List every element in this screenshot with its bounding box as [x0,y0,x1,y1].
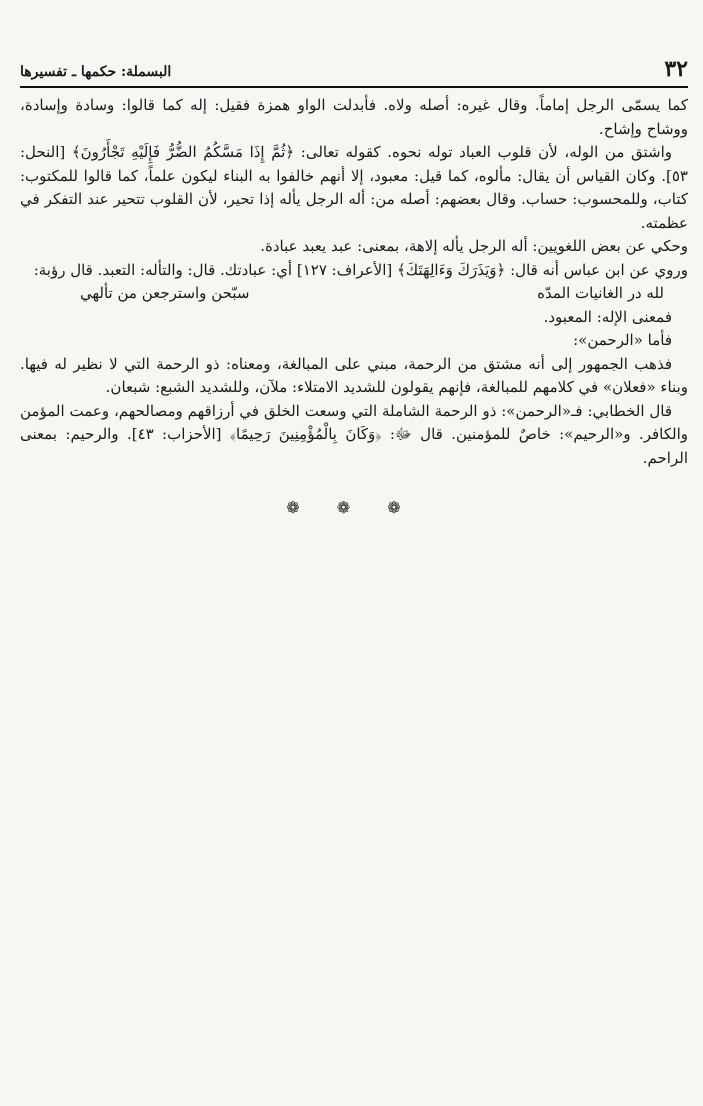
page-header [20,56,688,88]
verse-first-hemistich: لله در الغانيات المدّه [537,284,664,302]
paragraph: قال الخطابي: فـ«الرحمن»: ذو الرحمة الشاملة التي وسعت الخلق في أرزاقهم ومصالحهم، وعمت المؤمن والكافر. و«الرحيم»: خاصٌ للمؤمنين. قال ﷻ: ﴿وَكَانَ بِالْمُؤْمِنِينَ رَحِيمًا﴾ [الأحزاب: ٤٣]. والرحيم: بمعنى الراحم. [20,401,688,467]
poetry-verse [20,282,688,306]
paragraph: وروي عن ابن عباس أنه قال: ﴿وَيَذَرَكَ وَءَالِهَتَكَ﴾ [الأعراف: ١٢٧] أي: عبادتك. قال: والتأله: التعبد. قال رؤبة: [33,260,688,279]
body-text [20,94,688,470]
paragraph: وحكي عن بعض اللغويين: أله الرجل يأله إلاهة، بمعنى: عبد يعبد عبادة. [260,237,688,255]
section-heading: فأما «الرحمن»: [573,331,672,349]
section-end-ornament: ❁ ❁ ❁ [286,498,417,517]
verse-second-hemistich: سبّحن واسترجعن من تألهي [80,284,250,302]
paragraph: كما يسمّى الرجل إماماً. وقال غيره: أصله ولاه. فأبدلت الواو همزة فقيل: إله كما قالوا: وسادة وإسادة، ووشاح وإشاح. [20,96,688,138]
running-title: البسملة: حكمها ـ تفسيرها [20,64,172,80]
paragraph: فمعنى الإله: المعبود. [543,307,672,326]
paragraph: فذهب الجمهور إلى أنه مشتق من الرحمة، مبني على المبالغة، ومعناه: ذو الرحمة التي لا نظير له فيها. وبناء «فعلان» في كلامهم للمبالغة، فإنهم يقولون للشديد الامتلاء: ملآن، وللشديد الشبع: شبعان. [20,354,688,396]
page-number: ٣٢ [664,56,688,82]
paragraph: واشتق من الوله، لأن قلوب العباد توله نحوه. كقوله تعالى: ﴿ثُمَّ إِذَا مَسَّكُمُ الضُّرُّ فَإِلَيْهِ تَجْأَرُونَ﴾ [النحل: ٥٣]. وكان القياس أن يقال: مألوه، كما قيل: معبود، إلا أنهم خالفوا به البناء ليكون علماً، كما قالوا للمكتوب: كتاب، وللمحسوب: حساب. وقال بعضهم: أصله من: أله الرجل يأله إذا تحير، لأن القلوب تتحير عند التفكر في عظمته. [20,143,688,232]
